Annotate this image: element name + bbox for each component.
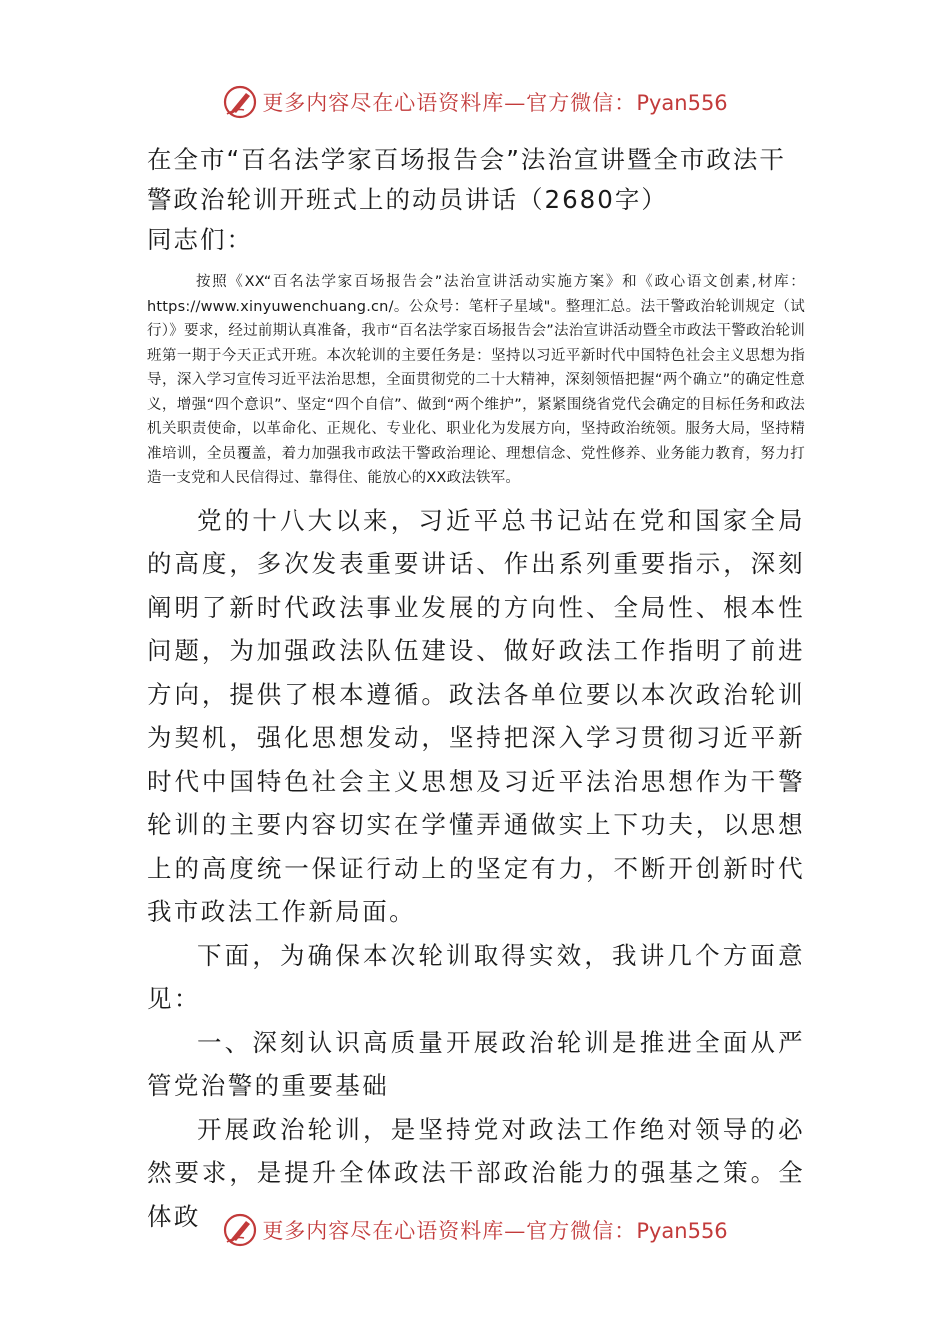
banner-text: 更多内容尽在心语资料库—官方微信：Pyan556 — [262, 1219, 728, 1243]
footer-banner — [0, 1210, 950, 1250]
wechat-id: Pyan556 — [636, 1219, 728, 1243]
wechat-id: Pyan556 — [636, 91, 728, 115]
body-paragraph-3: 开展政治轮训，是坚持党对政法工作绝对领导的必然要求，是提升全体政法干部政治能力的强基之策。全体政 — [147, 1114, 805, 1231]
pen-logo-icon — [222, 84, 258, 120]
document-body — [147, 140, 805, 1238]
header-banner — [0, 82, 950, 122]
intro-paragraph: 按照《XX“百名法学家百场报告会”法治宣讲活动实施方案》和《政心语文创素,材库：https://www.xinyuwenchuang.cn/。公众号：笔杆子星域"。整理汇总。法干警政治轮训规定（试行）》要求，经过前期认真准备，我市“百名法学家百场报告会”法治宣讲活动暨全市政法干警政治轮训班第一期于今天正式开班。本次轮训的主要任务是：坚持以习近平新时代中国特色社会主义思想为指导，深入学习宣传习近平法治思想，全面贯彻党的二十大精神，深刻领悟把握“两个确立”的确定性意义，增强“四个意识”、坚定“四个自信”、做到“两个维护”，紧紧围绕省党代会确定的目标任务和政法机关职责使命，以革命化、正规化、专业化、职业化为发展方向，坚持政治统领。服务大局，坚持精准培训，全员覆盖，着力加强我市政法干警政治理论、理想信念、党性修养、业务能力教育，努力打造一支党和人民信得过、靠得住、能放心的XX政法铁军。 — [147, 274, 805, 486]
body-paragraph-1: 党的十八大以来，习近平总书记站在党和国家全局的高度，多次发表重要讲话、作出系列重要指示，深刻阐明了新时代政法事业发展的方向性、全局性、根本性问题，为加强政法队伍建设、做好政法工作指明了前进方向，提供了根本遵循。政法各单位要以本次政治轮训为契机，强化思想发动，坚持把深入学习贯彻习近平新时代中国特色社会主义思想及习近平法治思想作为干警轮训的主要内容切实在学懂弄通做实上下功夫，以思想上的高度统一保证行动上的坚定有力，不断开创新时代我市政法工作新局面。 — [147, 505, 805, 926]
pen-logo-icon — [222, 1212, 258, 1248]
document-title: 在全市“百名法学家百场报告会”法治宣讲暨全市政法干警政治轮训开班式上的动员讲话（2680字） — [147, 145, 786, 214]
body-paragraph-2: 下面，为确保本次轮训取得实效，我讲几个方面意见： — [147, 940, 805, 1013]
section-heading-1: 一、深刻认识高质量开展政治轮训是推进全面从严管党治警的重要基础 — [147, 1027, 805, 1100]
salutation: 同志们： — [147, 225, 253, 254]
banner-text: 更多内容尽在心语资料库—官方微信：Pyan556 — [262, 91, 728, 115]
